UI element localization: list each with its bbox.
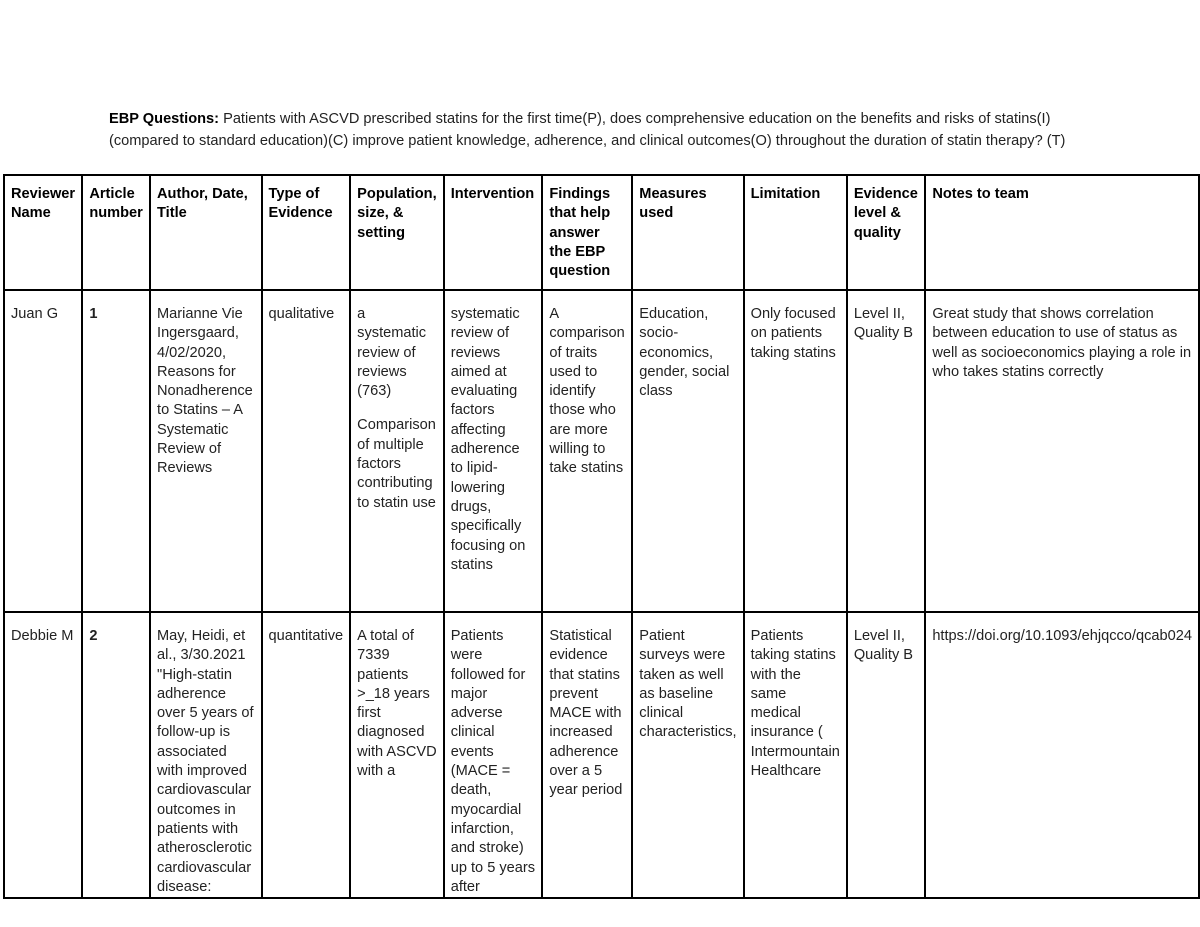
table-header-row (4, 175, 1199, 290)
cell-findings: Statistical evidence that statins prevent MACE with increased adherence over a 5 year period (542, 612, 632, 898)
header-population: Population, size, & setting (350, 175, 444, 290)
cell-intervention: Patients were followed for major adverse clinical events (MACE = death, myocardial infarction, and stroke) up to 5 years after (444, 612, 543, 898)
table-row (4, 612, 1199, 898)
ebp-question (109, 108, 1109, 152)
header-measures-used: Measures used (632, 175, 743, 290)
cell-notes: Great study that shows correlation between education to use of status as well as socioeconomics playing a role in who takes statins correctly (925, 290, 1199, 612)
cell-limitation: Only focused on patients taking statins (744, 290, 847, 612)
cell-article-number: 1 (82, 290, 150, 612)
header-intervention: Intervention (444, 175, 543, 290)
cell-measures: Education, socio-economics, gender, social class (632, 290, 743, 612)
cell-intervention: systematic review of reviews aimed at evaluating factors affecting adherence to lipid-lowering drugs, specifically focusing on statins (444, 290, 543, 612)
header-type-of-evidence: Type of Evidence (262, 175, 351, 290)
cell-measures: Patient surveys were taken as well as baseline clinical characteristics, (632, 612, 743, 898)
evidence-table (3, 174, 1200, 899)
header-findings: Findings that help answer the EBP question (542, 175, 632, 290)
cell-article-number: 2 (82, 612, 150, 898)
header-reviewer-name: Reviewer Name (4, 175, 82, 290)
cell-evidence: Level II, Quality B (847, 290, 925, 612)
cell-limitation: Patients taking statins with the same medical insurance ( Intermountain Healthcare (744, 612, 847, 898)
cell-notes: https://doi.org/10.1093/ehjqcco/qcab024 (925, 612, 1199, 898)
header-article-number: Article number (82, 175, 150, 290)
cell-population-text: Comparison of multiple factors contributing to statin use (357, 417, 436, 511)
ebp-question-text: Patients with ASCVD prescribed statins for the first time(P), does comprehensive education on the benefits and risks of statins(I) (compared to standard education)(C) improve patient knowledge, adherence, and clinical outcomes(O) throughout the duration of statin therapy? (T) (109, 111, 1066, 149)
cell-findings: A comparison of traits used to identify those who are more willing to take statins (542, 290, 632, 612)
cell-reviewer: Juan G (4, 290, 82, 612)
header-notes-to-team: Notes to team (925, 175, 1199, 290)
cell-type: quantitative (262, 612, 351, 898)
cell-author: Marianne Vie Ingersgaard, 4/02/2020, Reasons for Nonadherence to Statins – A Systematic Review of Reviews (150, 290, 262, 612)
header-evidence-level: Evidence level & quality (847, 175, 925, 290)
cell-evidence: Level II, Quality B (847, 612, 925, 898)
cell-type: qualitative (262, 290, 351, 612)
cell-population-text: a systematic review of reviews (763) (357, 306, 427, 400)
header-author-date-title: Author, Date, Title (150, 175, 262, 290)
cell-author: May, Heidi, et al., 3/30.2021 "High-statin adherence over 5 years of follow-up is associated with improved cardiovascular outcomes in patients with atherosclerotic cardiovascular disease: (150, 612, 262, 898)
header-limitation: Limitation (744, 175, 847, 290)
ebp-question-label: EBP Questions: (109, 111, 220, 127)
table-row (4, 290, 1199, 612)
cell-reviewer: Debbie M (4, 612, 82, 898)
cell-population: A total of 7339 patients >_18 years first diagnosed with ASCVD with a (350, 612, 444, 898)
cell-population (350, 290, 444, 612)
